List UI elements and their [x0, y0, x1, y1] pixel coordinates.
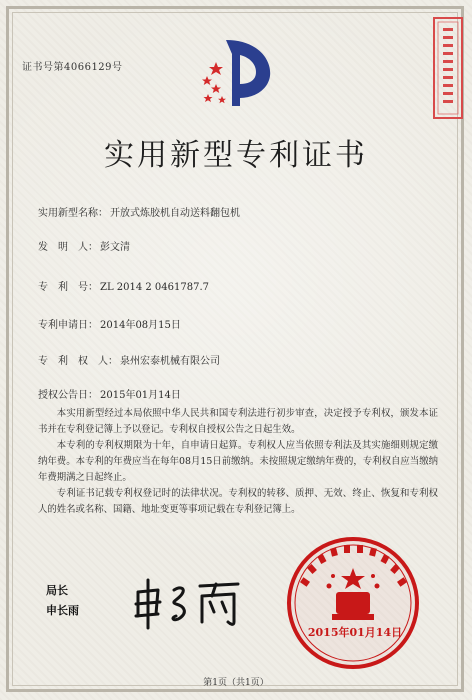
grant-date-label: 授权公告日： — [38, 390, 98, 401]
director-name: 申长雨 — [46, 604, 79, 617]
body-paragraph: 专利证书记载专利权登记时的法律状况。专利权的转移、质押、无效、终止、恢复和专利权人的姓名或名称、国籍、地址变更等事项记载在专利登记簿上。 — [38, 488, 438, 515]
patent-number-label: 专 利 号： — [38, 282, 98, 293]
official-seal — [284, 534, 422, 672]
body-paragraph: 本实用新型经过本局依照中华人民共和国专利法进行初步审查，决定授予专利权，颁发本证书并在专利登记簿上予以登记。专利权自授权公告之日起生效。 — [38, 408, 438, 435]
inventor-label: 发 明 人： — [38, 242, 98, 253]
utility-name-row — [38, 204, 240, 219]
certificate-number: 证书号第4066129号 — [22, 62, 123, 73]
utility-name-value: 开放式炼胶机自动送料翻包机 — [110, 208, 240, 219]
patent-office-logo-icon — [196, 32, 276, 112]
utility-name-label: 实用新型名称： — [38, 208, 108, 219]
grant-date-row — [38, 386, 181, 401]
filing-date-value: 2014年08月15日 — [100, 320, 181, 331]
body-paragraph: 本专利的专利权期限为十年，自申请日起算。专利权人应当依照专利法及其实施细则规定缴纳年费。本专利的年费应当在每年08月15日前缴纳。未按照规定缴纳年费的，专利权自应当缴纳年费期满之日起终止。 — [38, 440, 438, 483]
seal-date: 2015年01月14日 — [307, 626, 403, 639]
certificate-body-text — [38, 406, 438, 518]
patentee-row — [38, 352, 220, 367]
grant-date-value: 2015年01月14日 — [100, 390, 181, 401]
director-title: 局长 — [46, 584, 68, 597]
inventor-value: 彭文清 — [100, 242, 130, 253]
patentee-label: 专 利 权 人： — [38, 356, 118, 367]
right-margin-stamp — [398, 14, 468, 126]
patentee-value: 泉州宏泰机械有限公司 — [120, 356, 220, 367]
director-signature — [130, 572, 250, 632]
inventor-row — [38, 238, 130, 253]
filing-date-row — [38, 316, 181, 331]
patent-number-row — [38, 278, 209, 293]
certificate-title: 实用新型专利证书 — [104, 138, 368, 173]
page-footer: 第1页（共1页） — [203, 678, 269, 688]
filing-date-label: 专利申请日： — [38, 320, 98, 331]
patent-number-value: ZL 2014 2 0461787.7 — [100, 282, 210, 293]
